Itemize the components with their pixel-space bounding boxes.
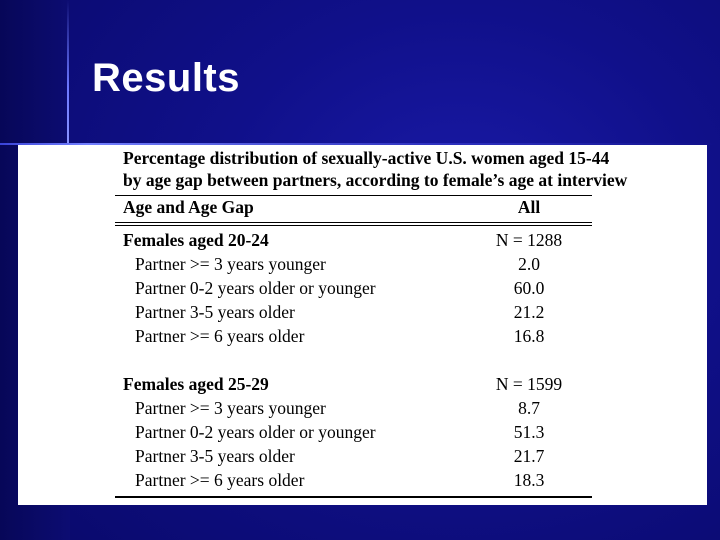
table-bottom-rule <box>115 496 592 498</box>
column-header-all: All <box>517 196 541 217</box>
table-row <box>115 302 592 326</box>
table-caption-line-1: Percentage distribution of sexually-active U.S. women aged 15-44 <box>123 148 610 168</box>
table-row <box>115 254 592 278</box>
column-header-age-gap: Age and Age Gap <box>123 196 254 217</box>
table-group-header <box>115 374 592 398</box>
row-label: Partner >= 3 years younger <box>135 253 326 274</box>
row-label: Partner 3-5 years older <box>135 301 295 322</box>
slide-title: Results <box>92 56 240 100</box>
table-header-row <box>115 196 592 220</box>
table-caption <box>115 148 628 192</box>
table-row <box>115 326 592 350</box>
row-value: 2.0 <box>518 253 540 274</box>
row-value: 60.0 <box>513 277 545 298</box>
table-row <box>115 470 592 494</box>
table-group <box>115 374 592 494</box>
row-label: Partner 0-2 years older or younger <box>135 421 376 442</box>
table-header-rule <box>115 222 592 226</box>
row-value: 16.8 <box>513 325 545 346</box>
group-label: Females aged 20-24 <box>123 229 269 250</box>
table-row <box>115 278 592 302</box>
group-n-value: N = 1288 <box>495 229 563 250</box>
table-row <box>115 422 592 446</box>
row-label: Partner >= 3 years younger <box>135 397 326 418</box>
data-table <box>115 148 628 498</box>
row-value: 51.3 <box>513 421 545 442</box>
row-value: 21.2 <box>513 301 545 322</box>
decorative-vertical-line <box>67 0 69 145</box>
row-label: Partner 0-2 years older or younger <box>135 277 376 298</box>
table-caption-line-2: by age gap between partners, according to female’s age at interview <box>123 169 628 190</box>
group-label: Females aged 25-29 <box>123 373 269 394</box>
row-label: Partner >= 6 years older <box>135 325 305 346</box>
row-value: 21.7 <box>513 445 545 466</box>
table-row <box>115 446 592 470</box>
row-label: Partner >= 6 years older <box>135 469 305 490</box>
group-n-value: N = 1599 <box>495 373 563 394</box>
table-group <box>115 230 592 350</box>
row-value: 18.3 <box>513 469 545 490</box>
table-group-header <box>115 230 592 254</box>
row-label: Partner 3-5 years older <box>135 445 295 466</box>
row-value: 8.7 <box>518 397 540 418</box>
table-row <box>115 398 592 422</box>
